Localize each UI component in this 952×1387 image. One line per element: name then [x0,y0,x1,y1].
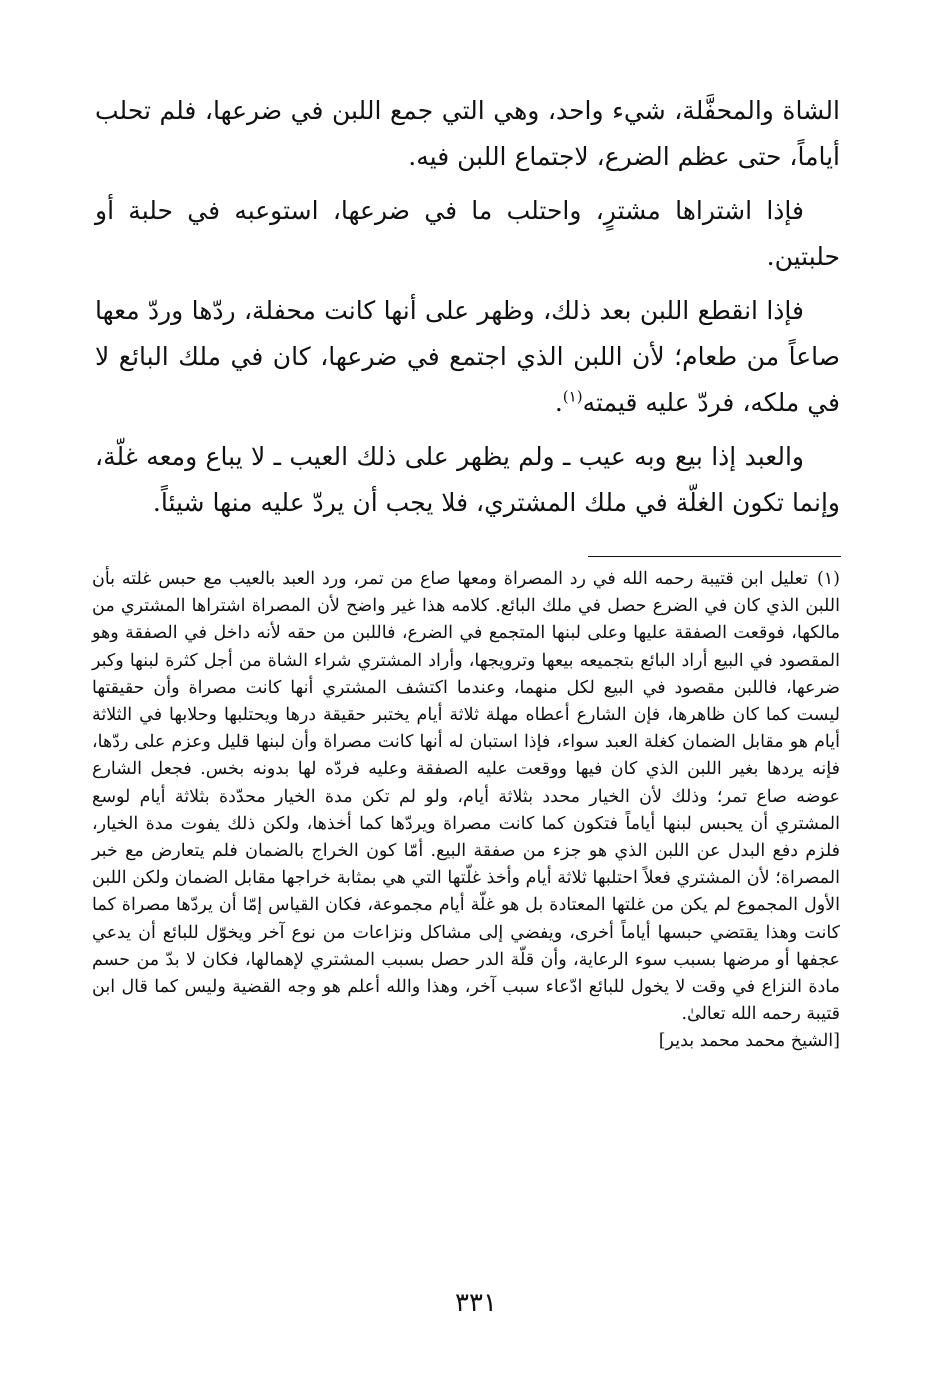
paragraph-1-text: الشاة والمحفَّلة، شيء واحد، وهي التي جمع اللبن في ضرعها، فلم تحلب أياماً، حتى عظم الضرع، لاجتماع اللبن فيه. [95,96,840,171]
paragraph-1 [95,88,840,180]
paragraph-2 [95,188,840,280]
footnote-separator-rule [588,556,841,557]
paragraph-2-text: فإذا اشتراها مشترٍ، واحتلب ما في ضرعها، استوعبه في حلبة أو حلبتين. [95,196,840,271]
footnote-marker: (١) [816,569,840,589]
paragraph-3-end: . [554,388,563,417]
page-number: ٣٣١ [455,1288,497,1318]
paragraph-4-text: والعبد إذا بيع وبه عيب ـ ولم يظهر على ذلك العيب ـ لا يباع ومعه غلّة، وإنما تكون الغلّة في ملك المشتري، فلا يجب أن يردّ عليه منها شيئاً. [95,442,840,517]
footnote-block [92,566,840,1056]
footnote-reference: (١) [562,387,583,406]
paragraph-4 [95,434,840,526]
footnote-text: تعليل ابن قتيبة رحمه الله في رد المصراة ومعها صاع من تمر، ورد العبد بالعيب مع حبس غلته بأن اللبن الذي كان في الضرع حصل في ملك البائع. كلامه هذا غير واضح لأن المصراة اشتراها المشتري من مالكها، فوقعت الصفقة عليها وعلى لبنها المتجمع في الضرع، فاللبن من حقه لأنه داخل في الصفقة وهو المقصود في البيع أراد البائع بتجميعه بيعها وترويجها، وأراد المشتري شراء الشاة من أجل كثرة لبنها وكبر ضرعها، فاللبن مقصود في البيع لكل منهما، وعندما اكتشف المشتري أنها كانت مصراة وأن حقيقتها ليست كما كان ظاهرها، فإن الشارع أعطاه مهلة ثلاثة أيام يختبر حقيقة درها ويحتلبها وحلابها في الثلاثة أيام هو مقابل الضمان كغلة العبد سواء، فإذا استبان له أنها كانت مصراة وأن لبنها قليل وعزم على ردّها، فإنه يردها بغير اللبن الذي كان فيها ووقعت عليه الصفقة وعليه فردّه لها بدونه بخس. فجعل الشارع عوضه صاع تمر؛ وذلك لأن الخيار محدد بثلاثة أيام، ولو لم تكن مدة الخيار محدّدة بثلاثة أيام لوسع المشتري أن يحبس لبنها أياماً فتكون كما كانت مصراة ويردّها كما أخذها، ولكن ذلك يفوت مدة الخيار، فلزم دفع البدل عن اللبن الذي هو جزء من صفقة البيع. أمّا كون الخراج بالضمان فلم يتعارض مع خبر المصراة؛ لأن المشتري فعلاً احتلبها ثلاثة أيام وأخذ غلّتها التي هي بمثابة خراجها مقابل الضمان ولكن اللبن الأول المجموع لم يكن من غلتها المعتادة بل هو غلّة أيام مجموعة، فكان القياس إمّا أن يردّها مصراة كما كانت وهذا يقتضي حبسها أياماً أخرى، ويفضي إلى مشاكل ونزاعات من نوع آخر ويخوّل للبائع أن يدعي عجفها أو مرضها بسبب سوء الرعاية، وأن قلّة الدر حصل بسبب المشتري لإهمالها، فكان لا بدّ من حسم مادة النزاع في وقت لا يخول للبائع ادّعاء سبب آخر، وهذا والله أعلم هو وجه القضية وليس كما قال ابن قتيبة رحمه الله تعالىٰ. [92,569,840,1025]
paragraph-3-text: فإذا انقطع اللبن بعد ذلك، وظهر على أنها كانت محفلة، ردّها وردّ معها صاعاً من طعام؛ لأن اللبن الذي اجتمع في ضرعها، كان في ملك البائع لا في ملكه، فردّ عليه قيمته [95,296,840,417]
paragraph-3 [95,288,840,426]
footnote-signature: [الشيخ محمد محمد بدير] [658,1031,840,1052]
main-text-block [95,88,840,534]
